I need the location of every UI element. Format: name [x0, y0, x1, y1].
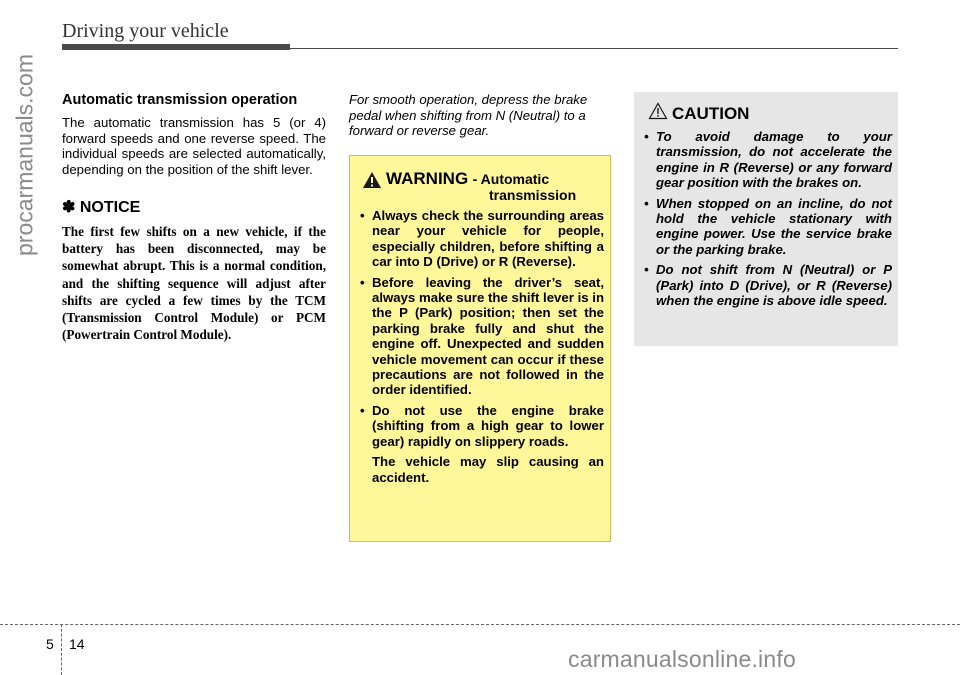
- header-bar: [62, 44, 290, 50]
- chapter-number: 5: [46, 636, 54, 652]
- warning-item: • Always check the surrounding areas near your vehicle for people, especially children, before shifting a car into D (Drive) or R (Reverse).: [360, 208, 604, 270]
- warning-label: WARNING: [386, 169, 469, 188]
- warning-heading: [386, 169, 606, 203]
- warning-item: • Do not use the engine brake (shifting from a high gear to lower gear) rapidly on slippery roads.: [360, 403, 604, 449]
- header-rule: [290, 48, 898, 49]
- warning-tail: The vehicle may slip causing an accident.: [372, 454, 604, 485]
- bottom-watermark: carmanualsonline.info: [568, 646, 796, 672]
- warning-item: • Before leaving the driver’s seat, always make sure the shift lever is in the P (Park) position; then set the parking brake fully and shut the engine off. Unexpected and sudden vehicle movement can occur if these precautions are not followed in the order identified.: [360, 275, 604, 398]
- page-number: 14: [69, 636, 85, 652]
- caution-label: CAUTION: [672, 104, 750, 123]
- notice-heading: [62, 197, 326, 217]
- notice-icon: ✽: [62, 199, 76, 216]
- warning-box: [349, 155, 611, 542]
- caution-item: • Do not shift from N (Neutral) or P (Park) into D (Drive), or R (Reverse) when the engine is above idle speed.: [644, 262, 892, 308]
- warning-list: [360, 208, 604, 490]
- warning-subtitle-part1: - Automatic: [472, 171, 550, 187]
- warning-subtitle-part2: transmission: [489, 187, 577, 203]
- caution-item: • To avoid damage to your transmission, do not accelerate the engine in R (Reverse) or any forward gear position with the brakes on.: [644, 129, 892, 191]
- shifting-intro: For smooth operation, depress the brake pedal when shifting from N (Neutral) to a forward or reverse gear.: [349, 92, 588, 138]
- side-watermark-text: procarmanuals.com: [11, 54, 38, 256]
- notice-title: NOTICE: [79, 199, 141, 216]
- footer-rule: [0, 624, 960, 625]
- notice-body: The first few shifts on a new vehicle, if the battery has been disconnected, may be somewhat abrupt. This is a normal condition, and the shifting sequence will adjust after shifts are cycled a few times by the TCM (Transmission Control Module) or PCM (Powertrain Control Module).: [62, 224, 326, 343]
- warning-triangle-icon: [362, 171, 382, 189]
- caution-triangle-icon: [648, 102, 668, 120]
- side-watermark: [0, 0, 50, 675]
- caution-item: • When stopped on an incline, do not hold the vehicle stationary with engine power. Use the service brake or the parking brake.: [644, 196, 892, 258]
- section-body: The automatic transmission has 5 (or 4) forward speeds and one reverse speed. The individual speeds are selected automatically, depending on the position of the shift lever.: [62, 115, 326, 177]
- footer-divider: [61, 624, 62, 675]
- page-header-title: Driving your vehicle: [62, 20, 229, 42]
- left-column: [62, 92, 326, 343]
- caution-list: [644, 129, 892, 313]
- section-title: Automatic transmission operation: [62, 92, 298, 108]
- caution-box: [634, 92, 898, 346]
